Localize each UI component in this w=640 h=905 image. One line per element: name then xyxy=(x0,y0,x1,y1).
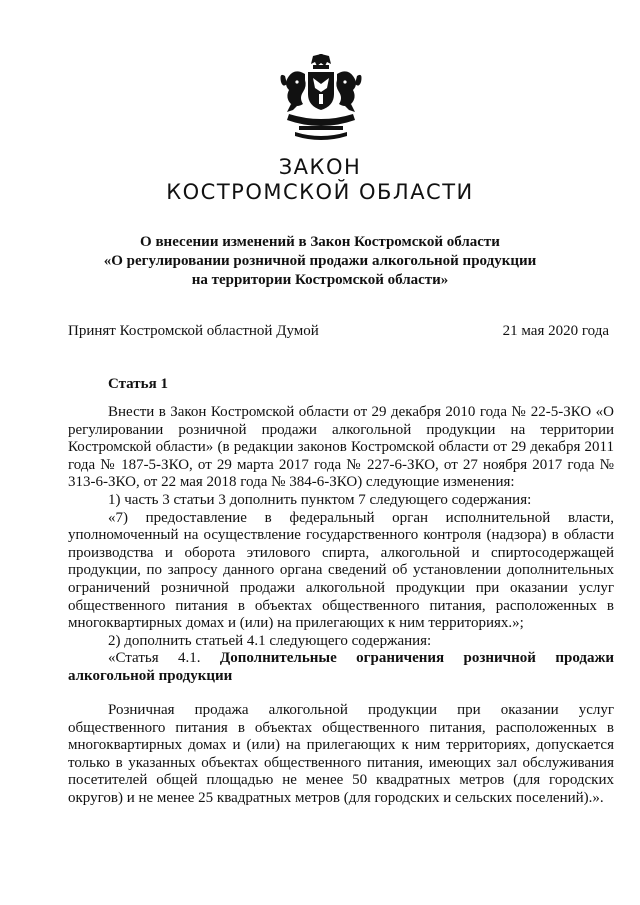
new-article-number: «Статья 4.1. xyxy=(108,650,201,667)
paragraph: Розничная продажа алкогольной продукции при оказании услуг общественного питания в объектах общественного питания, расположенных в многоквартирных домах и (или) на прилегающих к ним территориях, допускается только в указанных объектах общественного питания, имеющих зал обслуживания посетителей общей площадью не менее 50 квадратных метров (для городских округов) и не менее 25 квадратных метров (для городских и сельских поселений).». xyxy=(68,702,614,806)
law-title: ЗАКОН xyxy=(278,155,362,179)
coat-of-arms-icon xyxy=(275,54,367,140)
new-article-title: Дополнительные ограничения розничной продажи алкогольной продукции xyxy=(68,650,614,684)
law-region-title: КОСТРОМСКОЙ ОБЛАСТИ xyxy=(166,180,474,204)
law-subject xyxy=(0,233,640,290)
adoption-line xyxy=(68,322,609,340)
subject-line: «О регулировании розничной продажи алкогольной продукции xyxy=(103,253,537,269)
article-heading: Статья 1 xyxy=(108,376,168,392)
new-article-heading xyxy=(68,650,614,685)
adoption-date: 21 мая 2020 года xyxy=(502,323,609,339)
paragraph: 1) часть 3 статьи 3 дополнить пунктом 7 следующего содержания: xyxy=(108,491,532,508)
new-article-body xyxy=(68,702,614,808)
article-body xyxy=(68,404,614,686)
paragraph: «7) предоставление в федеральный орган исполнительной власти, уполномоченный на осуществление государственного контроля (надзора) в области производства и оборота этилового спирта, алкогольной и спиртосодержащей продукции, по запросу данного органа сведений об установлении дополнительных ограничений розничной продажи алкогольной продукции при оказании услуг общественного питания в объектах общественного питания, расположенных в многоквартирных домах и (или) на прилегающих к ним территориях.»; xyxy=(68,509,614,632)
paragraph: Внести в Закон Костромской области от 29 декабря 2010 года № 22-5-ЗКО «О регулировании розничной продажи алкогольной продукции на территории Костромской области» (в редакции законов Костромской области от 29 декабря 2011 года № 187-5-ЗКО, от 29 марта 2017 года № 227-6-ЗКО, от 27 ноября 2017 года № 313-6-ЗКО, от 22 мая 2018 года № 384-6-ЗКО) следующие изменения: xyxy=(68,404,614,491)
paragraph: 2) дополнить статьей 4.1 следующего содержания: xyxy=(108,632,432,649)
subject-line: на территории Костромской области» xyxy=(191,272,449,288)
subject-line: О внесении изменений в Закон Костромской области xyxy=(140,234,500,250)
adopted-by: Принят Костромской областной Думой xyxy=(68,323,319,339)
